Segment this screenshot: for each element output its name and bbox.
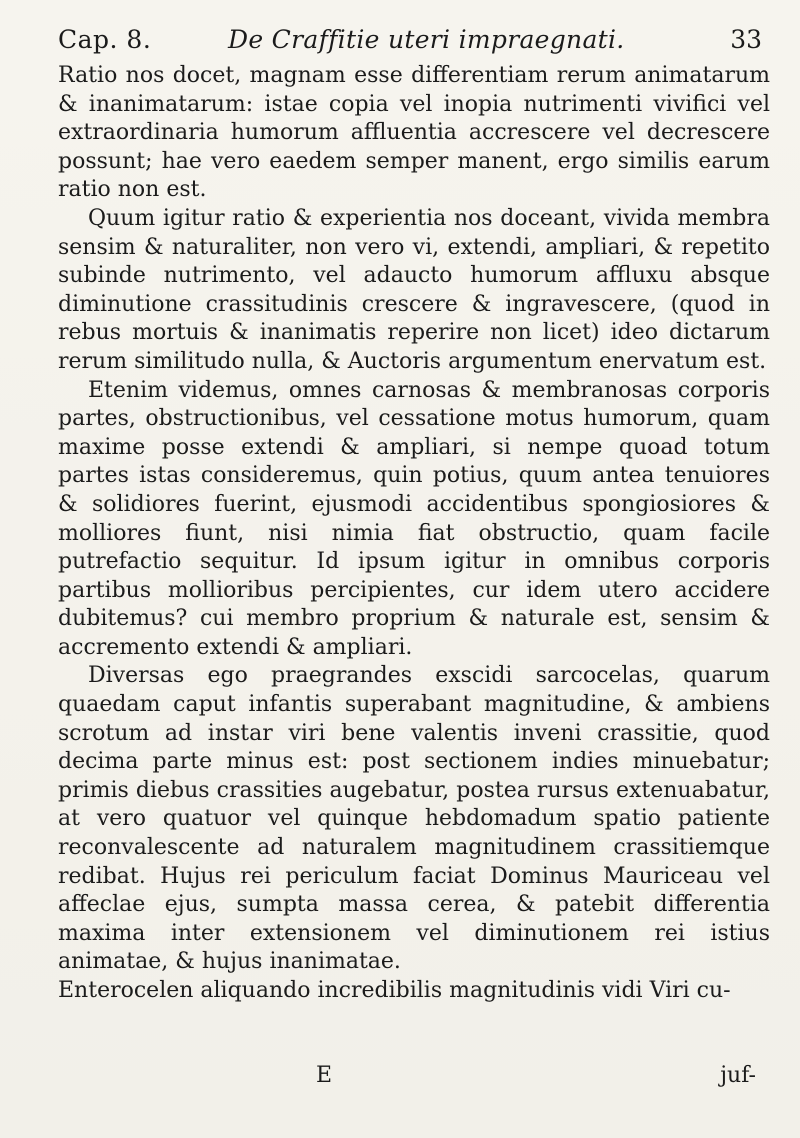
page-number: 33 (730, 25, 762, 54)
body-text (58, 62, 770, 1006)
running-title: De Craffitie uteri impraegnati. (228, 25, 625, 54)
chapter-label: Cap. 8. (58, 25, 152, 54)
paragraph-2: Quum igitur ratio & experientia nos doceant, vivida membra sensim & naturaliter, non vero vi, extendi, ampliari, & repetito subinde nutrimento, vel adaucto humorum affluxu absque diminutione crassitudinis crescere & ingravescere, (quod in rebus mortuis & inanimatis reperire non licet) ideo dictarum rerum similitudo nulla, & Auctoris argumentum enervatum est. (58, 205, 770, 374)
catchword: juf- (720, 1063, 756, 1088)
footer-line (58, 1062, 770, 1090)
paragraph-5: Enterocelen aliquando incredibilis magnitudinis vidi Viri cu- (58, 978, 731, 1003)
signature-mark: E (316, 1063, 333, 1088)
paragraph-3: Etenim videmus, omnes carnosas & membranosas corporis partes, obstructionibus, vel cessatione motus humorum, quam maxime posse extendi & ampliari, si nempe quoad totum partes istas consideremus, quin potius, quum antea tenuiores & solidiores fuerint, ejusmodi accidentibus spongiosiores & molliores fiunt, nisi nimia fiat obstructio, quam facile putrefactio sequitur. Id ipsum igitur in omnibus corporis partibus mollioribus percipientes, cur idem utero accidere dubitemus? cui membro proprium & naturale est, sensim & accremento extendi & ampliari. (58, 377, 770, 660)
paragraph-4: Diversas ego praegrandes exscidi sarcocelas, quarum quaedam caput infantis superabant magnitudine, & ambiens scrotum ad instar viri bene valentis inveni crassitie, quod decima parte minus est: post sectionem indies minuebatur; primis diebus crassities augebatur, postea rursus extenuabatur, at vero quatuor vel quinque hebdomadum spatio patiente reconvalescente ad naturalem magnitudinem crassitiemque redibat. Hujus rei periculum faciat Dominus Mauriceau vel affeclae ejus, sumpta massa cerea, & patebit differentia maxima inter extensionem vel diminutionem rei istius animatae, & hujus inanimatae. (58, 663, 770, 975)
paragraph-1: Ratio nos docet, magnam esse differentiam rerum animatarum & inanimatarum: istae copia vel inopia nutrimenti vivifici vel extraordinaria humorum affluentia accrescere vel decrescere possunt; hae vero eaedem semper manent, ergo similis earum ratio non est. (58, 63, 770, 203)
running-head (58, 20, 762, 60)
